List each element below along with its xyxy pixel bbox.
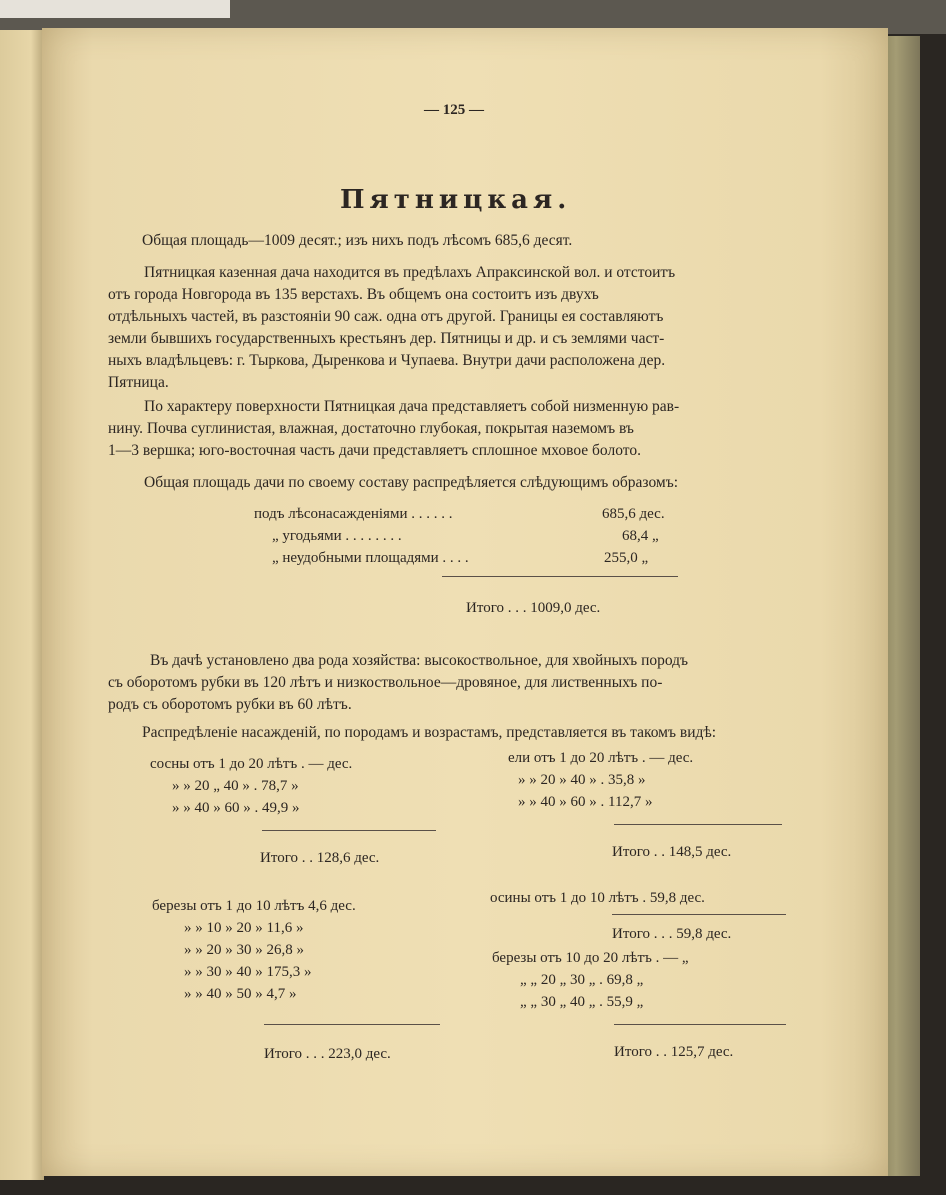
scan-margin bbox=[0, 0, 230, 18]
total-rule bbox=[612, 914, 786, 915]
table-total: Итого . . . 223,0 дес. bbox=[264, 1046, 391, 1062]
text-line: нину. Почва суглинистая, влажная, достаточно глубокая, покрытая наземомъ въ bbox=[108, 420, 634, 437]
composition-label: „ неудобными площадями . . . . bbox=[272, 550, 469, 566]
table-total: Итого . . 125,7 дес. bbox=[614, 1044, 734, 1060]
composition-intro: Общая площадь дачи по своему составу распредѣляется слѣдующимъ образомъ: bbox=[144, 474, 679, 491]
text-line: Въ дачѣ установлено два рода хозяйства: высокоствольное, для хвойныхъ породъ bbox=[150, 652, 689, 669]
table-row: » » 30 » 40 » 175,3 » bbox=[184, 964, 312, 980]
paragraph-soil bbox=[108, 396, 816, 462]
book-page bbox=[42, 28, 888, 1176]
text-line: 1—3 вершка; юго-восточная часть дачи представляетъ сплошное мховое болото. bbox=[108, 442, 641, 459]
text-line: родъ съ оборотомъ рубки въ 60 лѣтъ. bbox=[108, 696, 352, 713]
composition-value: 255,0 „ bbox=[604, 550, 649, 566]
table-total: Итого . . 128,6 дес. bbox=[260, 850, 380, 866]
table-row: ели отъ 1 до 20 лѣтъ . — дес. bbox=[508, 750, 694, 766]
total-rule bbox=[264, 1024, 440, 1025]
text-line: Пятницкая казенная дача находится въ предѣлахъ Апраксинской вол. и отстоитъ bbox=[144, 264, 676, 281]
distribution-intro: Распредѣленіе насажденій, по породамъ и возрастамъ, представляется въ такомъ видѣ: bbox=[142, 724, 717, 741]
text-line: Пятница. bbox=[108, 374, 169, 391]
total-area-line: Общая площадь—1009 десят.; изъ нихъ подъ лѣсомъ 685,6 десят. bbox=[142, 232, 573, 249]
total-rule bbox=[262, 830, 436, 831]
page-number: — 125 — bbox=[424, 102, 484, 118]
text-line: отъ города Новгорода въ 135 верстахъ. Въ общемъ она состоитъ изъ двухъ bbox=[108, 286, 599, 303]
paragraph-location bbox=[108, 262, 816, 394]
table-row: осины отъ 1 до 10 лѣтъ . 59,8 дес. bbox=[490, 890, 705, 906]
left-page-edge bbox=[0, 30, 44, 1180]
text-line: отдѣльныхъ частей, въ разстояніи 90 саж. одна отъ другой. Границы ея составляютъ bbox=[108, 308, 664, 325]
composition-total: Итого . . . 1009,0 дес. bbox=[466, 600, 601, 616]
composition-value: 68,4 „ bbox=[622, 528, 659, 544]
total-rule bbox=[442, 576, 678, 577]
table-total: Итого . . 148,5 дес. bbox=[612, 844, 732, 860]
table-row: » » 40 » 60 » . 49,9 » bbox=[172, 800, 300, 816]
text-line: По характеру поверхности Пятницкая дача представляетъ собой низменную рав- bbox=[144, 398, 680, 415]
paragraph-management bbox=[108, 650, 816, 716]
total-rule bbox=[614, 824, 782, 825]
table-row: „ „ 30 „ 40 „ . 55,9 „ bbox=[520, 994, 644, 1010]
table-row: „ „ 20 „ 30 „ . 69,8 „ bbox=[520, 972, 644, 988]
table-row: » » 40 » 50 » 4,7 » bbox=[184, 986, 297, 1002]
table-row: » » 20 » 30 » 26,8 » bbox=[184, 942, 304, 958]
text-line: земли бывшихъ государственныхъ крестьянъ дер. Пятницы и др. и съ землями част- bbox=[108, 330, 665, 347]
table-row: » » 20 „ 40 » . 78,7 » bbox=[172, 778, 299, 794]
table-row: березы отъ 1 до 10 лѣтъ 4,6 дес. bbox=[152, 898, 356, 914]
table-row: » » 10 » 20 » 11,6 » bbox=[184, 920, 304, 936]
table-row: березы отъ 10 до 20 лѣтъ . — „ bbox=[492, 950, 689, 966]
table-total: Итого . . . 59,8 дес. bbox=[612, 926, 732, 942]
table-row: » » 40 » 60 » . 112,7 » bbox=[518, 794, 653, 810]
total-rule bbox=[614, 1024, 786, 1025]
text-line: ныхъ владѣльцевъ: г. Тыркова, Дыренкова и Чупаева. Внутри дачи расположена дер. bbox=[108, 352, 666, 369]
composition-value: 685,6 дес. bbox=[602, 506, 665, 522]
table-row: сосны отъ 1 до 20 лѣтъ . — дес. bbox=[150, 756, 353, 772]
text-line: съ оборотомъ рубки въ 120 лѣтъ и низкоствольное—дровяное, для лиственныхъ по- bbox=[108, 674, 663, 691]
table-row: » » 20 » 40 » . 35,8 » bbox=[518, 772, 646, 788]
composition-label: подъ лѣсонасажденіями . . . . . . bbox=[254, 506, 453, 522]
composition-label: „ угодьями . . . . . . . . bbox=[272, 528, 402, 544]
section-title: Пятницкая. bbox=[340, 185, 572, 215]
